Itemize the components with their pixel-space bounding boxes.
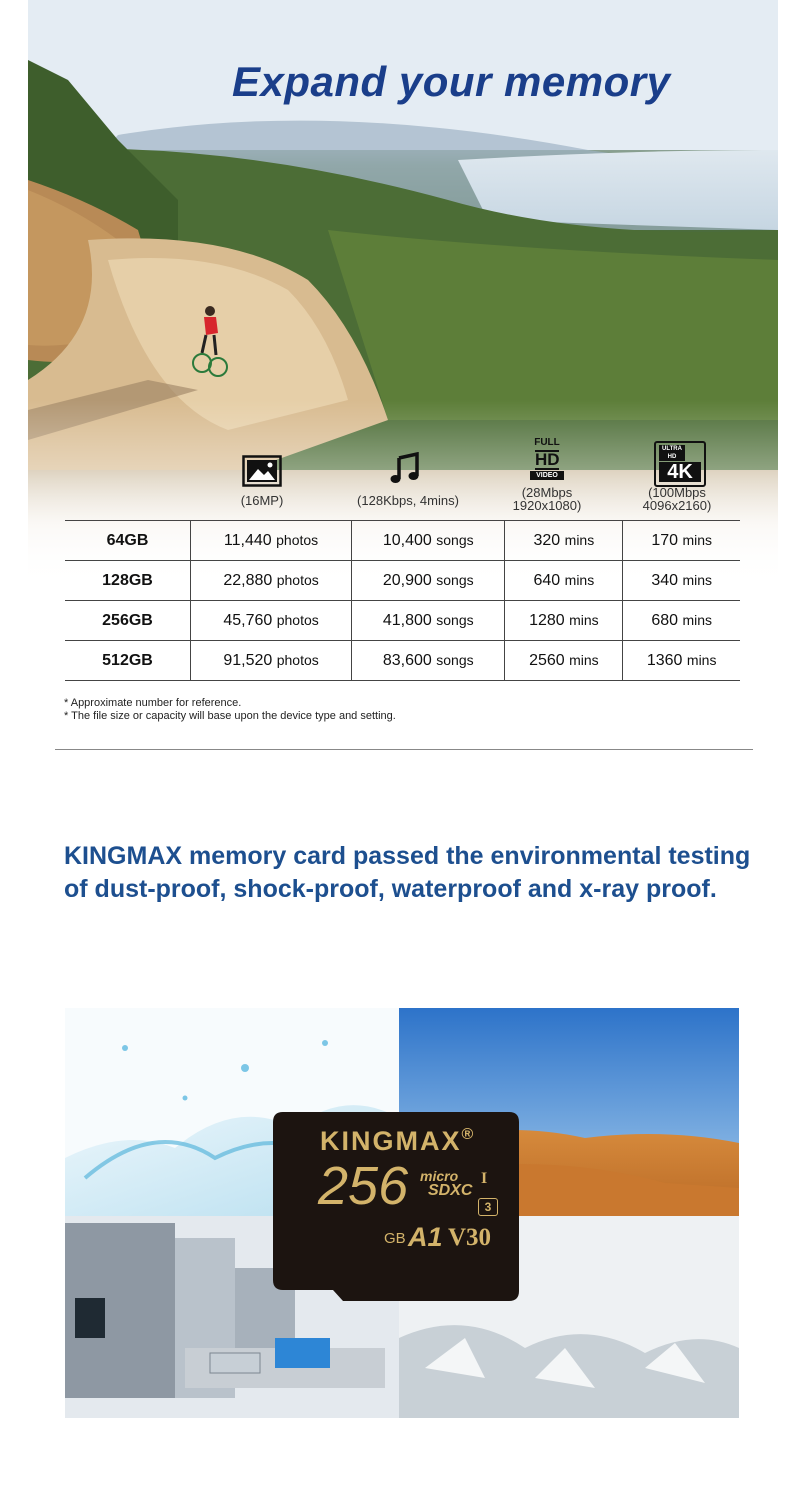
hd-text: HD	[535, 450, 560, 469]
hero-title: Expand your memory	[232, 58, 671, 105]
capacity-cell: 64GB	[65, 521, 191, 561]
4k-text: 4K	[659, 462, 701, 482]
songs-cell: 83,600 songs	[352, 641, 505, 681]
card-capacity: 256	[318, 1156, 409, 1216]
photos-cell: 91,520 photos	[191, 641, 352, 681]
photo-icon	[242, 455, 282, 487]
table-row	[65, 561, 740, 601]
divider	[55, 749, 753, 750]
songs-cell: 20,900 songs	[352, 561, 505, 601]
card-u3-icon: 3	[478, 1198, 498, 1216]
capacity-cell: 256GB	[65, 601, 191, 641]
card-sdxc-label: SDXC	[428, 1182, 473, 1199]
uhd-cell: 1360 mins	[623, 641, 740, 681]
uhd-cell: 680 mins	[623, 601, 740, 641]
photos-cell: 22,880 photos	[191, 561, 352, 601]
card-brand: KINGMAX®	[320, 1126, 476, 1156]
card-gb-label: GB	[384, 1230, 406, 1247]
col-label-photos: (16MP)	[240, 493, 284, 508]
footnote: * The file size or capacity will base upon the device type and setting.	[64, 710, 396, 722]
col-label-fullhd: (28Mbps 1920x1080)	[512, 485, 582, 513]
capacity-cell: 128GB	[65, 561, 191, 601]
photos-cell: 45,760 photos	[191, 601, 352, 641]
table-row	[65, 641, 740, 681]
table-row	[65, 601, 740, 641]
capacity-cell: 512GB	[65, 641, 191, 681]
photos-cell: 11,440 photos	[191, 521, 352, 561]
card-a1-label: A1	[408, 1222, 443, 1252]
full-hd-icon	[527, 438, 567, 480]
col-label-songs: (128Kbps, 4mins)	[357, 493, 459, 508]
video-text: VIDEO	[530, 471, 564, 480]
songs-cell: 41,800 songs	[352, 601, 505, 641]
uhd-cell: 340 mins	[623, 561, 740, 601]
col-label-4k: (100Mbps 4096x2160)	[642, 485, 712, 513]
card-micro-label: micro	[420, 1168, 459, 1184]
ultra-hd-4k-icon	[654, 441, 706, 487]
music-note-icon	[390, 452, 420, 484]
table-row	[65, 521, 740, 561]
footnotes	[64, 697, 396, 723]
uhd-cell: 170 mins	[623, 521, 740, 561]
ultra-hd-text: ULTRA HD	[659, 445, 685, 461]
fullhd-cell: 2560 mins	[505, 641, 623, 681]
full-hd-text: FULL	[534, 437, 560, 448]
fullhd-cell: 320 mins	[505, 521, 623, 561]
fullhd-cell: 640 mins	[505, 561, 623, 601]
footnote: * Approximate number for reference.	[64, 697, 242, 709]
songs-cell: 10,400 songs	[352, 521, 505, 561]
card-uhs-label: I	[481, 1170, 488, 1187]
capacity-table	[65, 520, 740, 681]
fullhd-cell: 1280 mins	[505, 601, 623, 641]
section-headline: KINGMAX memory card passed the environmental testing of dust-proof, shock-proof, waterproof and x-ray proof.	[64, 842, 751, 903]
card-v30-label: V30	[448, 1224, 492, 1251]
